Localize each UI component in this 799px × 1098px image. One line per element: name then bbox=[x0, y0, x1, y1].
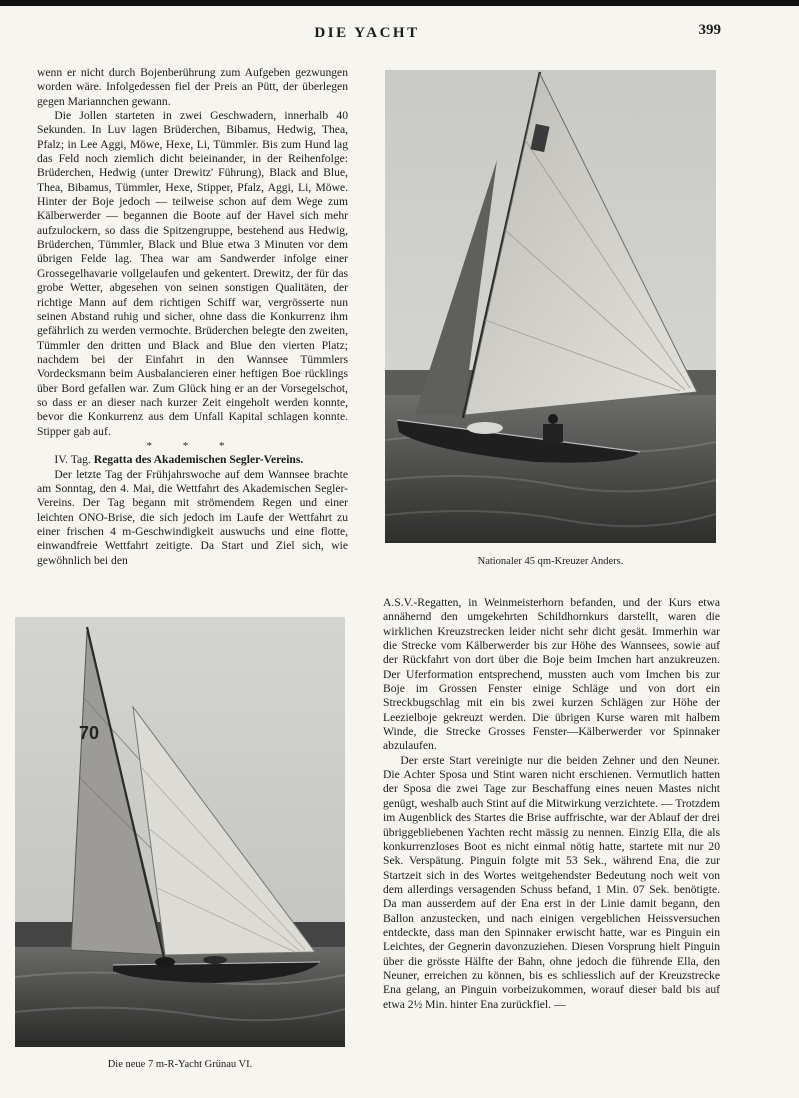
page-number: 399 bbox=[698, 22, 721, 38]
paragraph: A.S.V.-Regatten, in Weinmeisterhorn befanden, und der Kurs etwa annähernd den umgekehrten Schildhornkurs darstellt, waren die wirklichen Kreuzstrecken leider nicht sehr dicht gesät. Immerhin war die Strecke vom Kälberwerder bis zur Höhe des Wannsees, sowie auf der Rückfahrt von dort über die Boje beim Imchen hart anzukreuzen. Der Uferformation entsprechend, mussten auch vom Imchen bis zur Boje im Grossen Fenster einige Schläge und von dort ein Streckbugschlag mit ein bis zwei kurzen Schlägen zur Höhe der Leezielboje gekreuzt werden. Die übrigen Kurse waren mit halbem Winde, die Strecke Grosses Fenster—Kälberwerder vor Spinnaker abzulaufen. bbox=[383, 596, 720, 753]
sailboat-photo-image bbox=[15, 617, 345, 1047]
paragraph: wenn er nicht durch Bojenberührung zum Aufgeben gezwungen worden wäre. Infolgedessen fiel der Preis an Pütt, der überlegen gegen Mariannchen gewann. bbox=[37, 66, 348, 108]
running-header: DIE YACHT bbox=[314, 25, 420, 41]
caption-grunau-vi: Die neue 7 m-R-Yacht Grünau VI. bbox=[107, 1059, 253, 1070]
photo-kreuzer-anders bbox=[385, 70, 716, 543]
sail-number: 70 bbox=[79, 723, 100, 743]
left-column bbox=[37, 66, 348, 568]
top-border bbox=[0, 0, 799, 6]
paragraph: Der erste Start vereinigte nur die beiden Zehner und den Neuner. Die Achter Sposa und Stint waren nicht erschienen. Vermutlich hatten der Sposa die zwei Tage zur Beschaffung eines neuen Mastes nicht genügt, weshalb auch Stint auf die Mitwirkung verzichtete. — Trotzdem im Augenblick des Startes die Brise auffrischte, war der Ablauf der drei übriggebliebenen Yachten recht mässig zu nennen. Einzig Ella, die als konkurrenzloses Boot es nicht einmal nötig hatte, startete mit nur 20 Sek. Verspätung. Pinguin folgte mit 53 Sek., während Ena, die zur Startzeit sich in des Wortes weitgehendster Bedeutung noch weit von dem allerdings versagenden Schuss befand, 1 Min. 07 Sek. benötigte. Da man ausserdem auf der Ena erst in der Linie damit begann, den Ballon anzustecken, und nach einigen vergeblichen Heissversuchen entdeckte, dass man den Spinnaker erwischt hatte, war es Pinguin ein Leichtes, der Gegnerin davonzuziehen. Diesen Vorsprung hielt Pinguin über die grösste Hälfte der Bahn, ohne jedoch die führende Ella, den Neuner, erreichen zu können, bis es schliesslich auf der Kreuzstrecke Ena gelang, an Pinguin vorbeizukommen, worauf dieser bald bis auf etwa 2½ Min. hinter Ena zurückfiel. — bbox=[383, 753, 720, 1011]
photo-grunau-vi bbox=[15, 617, 345, 1047]
sailboat-photo-image bbox=[385, 70, 716, 543]
section-title: Regatta des Akademischen Segler-Vereins. bbox=[93, 453, 304, 467]
caption-kreuzer-anders: Nationaler 45 qm-Kreuzer Anders. bbox=[477, 556, 624, 567]
section-heading bbox=[37, 453, 348, 467]
section-separator: * * * bbox=[146, 439, 239, 452]
right-column bbox=[383, 596, 720, 1012]
paragraph: Der letzte Tag der Frühjahrswoche auf dem Wannsee brachte am Sonntag, den 4. Mai, die Wettfahrt des Akademischen Segler-Vereins. Der Tag begann mit strömendem Regen und einer leichten ONO-Brise, die sich jedoch im Laufe der Wettfahrt zu einer frischen 4 m-Geschwindigkeit auswuchs und eine flotte, einwandfreie Wettfahrt zeitigte. Da Start und Ziel sich, wie gewöhnlich bei den bbox=[37, 467, 348, 567]
section-number: IV. Tag. bbox=[54, 453, 91, 467]
paragraph: Die Jollen starteten in zwei Geschwadern, innerhalb 40 Sekunden. In Luv lagen Brüderchen, Bibamus, Hedwig, Thea, Pfalz; in Lee Aggi, Möwe, Hexe, Li, Tümmler. Bis zum Hund lag das Feld noch ziemlich dicht beieinander, in der Reihenfolge: Brüderchen, Hedwig (unter Drewitz' Führung), Black and Blue, Thea, Bibamus, Tümmler, Hexe, Stipper, Pfalz, Aggi, Li, Möwe. Hinter der Boje jedoch — teilweise schon auf dem Wege zum Kälberwerder — begannen die Boote auf der Havel sich mehr aufzulockern, so dass die Spitzengruppe, bestehend aus Hedwig, Brüderchen, Tümmler, Black und Blue etwa 3 Minuten vor dem übrigen Felde lag. Thea war am Sandwerder infolge einer Grossegelhavarie vollgelaufen und gekentert. Drewitz, der für das grobe Wetter, abgesehen von seinen sonstigen Qualitäten, der richtige Mann auf dem richtigen Schiff war, vergrösserte nun seinen Abstand ruhig und sicher, ohne dass die Konkurrenz ihm gefährlich zu werden vermochte. Brüderchen belegte den zweiten, Tümmler den dritten und Black and Blue den vierten Platz; nachdem bei der Einfahrt in den Wannsee Tümmlers Vordecksmann beim Ausbalancieren einer heftigen Boe rücklings über Bord gefallen war. Zum Glück hing er an der Vorsegelschot, so dass er an dieser nach kurzer Zeit eingeholt werden konnte, bevor die Konkurrenz aus dem Unfall Kapital schlagen konnte. Stipper gab auf. bbox=[37, 109, 348, 438]
